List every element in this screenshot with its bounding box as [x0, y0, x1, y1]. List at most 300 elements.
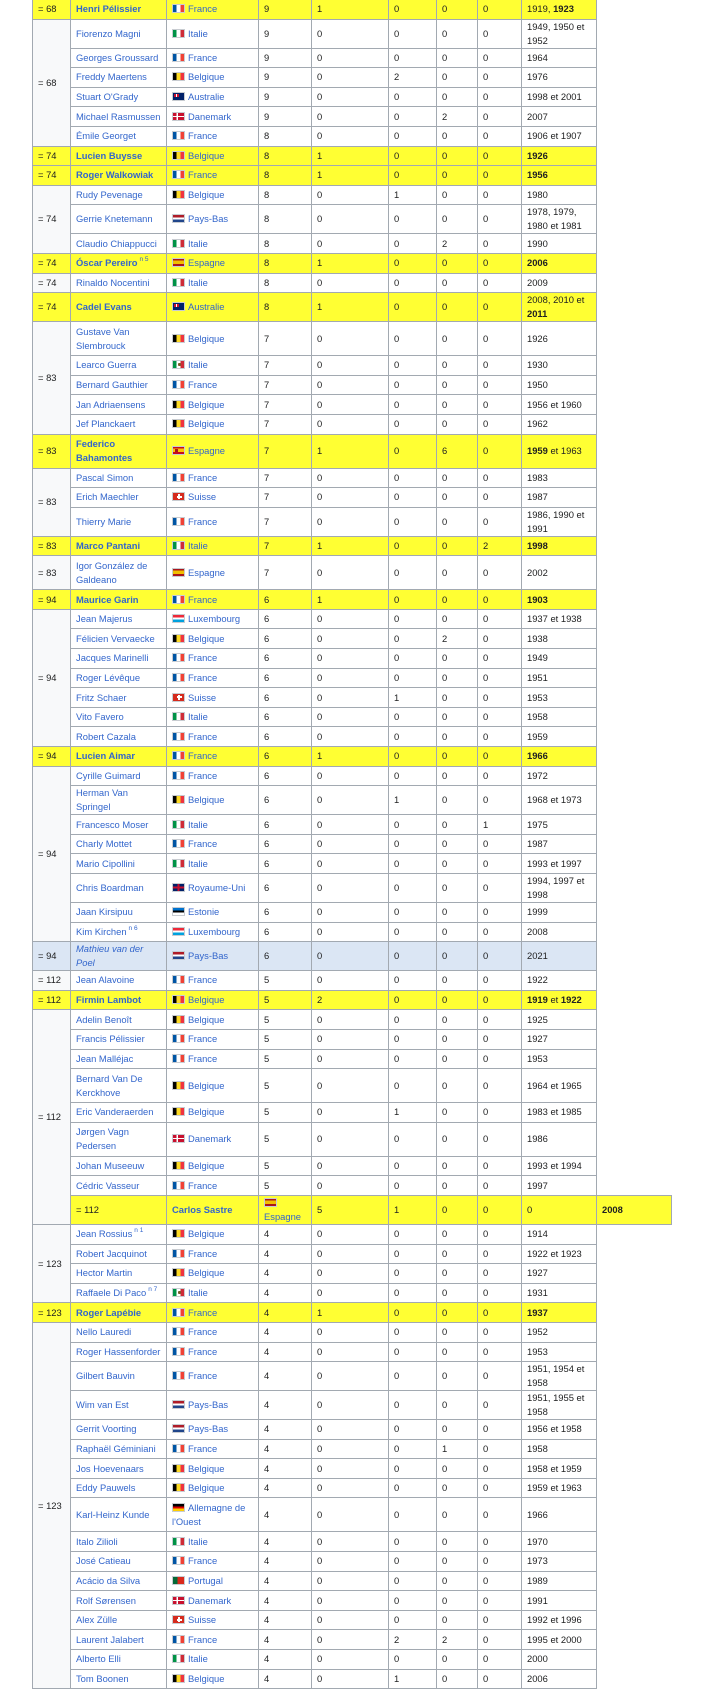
- country-link[interactable]: France: [188, 1633, 218, 1645]
- table-row: [33, 253, 672, 273]
- rider-name-link[interactable]: Henri Pélissier: [76, 3, 142, 15]
- stat-cell-c4: 1: [437, 1439, 478, 1459]
- rider-name-link[interactable]: Italo Zilioli: [76, 1535, 118, 1547]
- country-link[interactable]: Belgique: [188, 994, 225, 1006]
- rider-name-link[interactable]: Firmin Lambot: [76, 994, 142, 1006]
- stat-cell-c3: 0: [389, 126, 437, 146]
- years-text: 2006: [527, 1672, 548, 1684]
- country-link[interactable]: Belgique: [188, 794, 225, 806]
- table-row: [33, 1552, 672, 1572]
- country-link[interactable]: France: [188, 169, 218, 181]
- rider-name-link[interactable]: Roger Lapébie: [76, 1306, 142, 1318]
- rider-name-link[interactable]: Pascal Simon: [76, 471, 134, 483]
- rider-name-link[interactable]: Nello Lauredi: [76, 1326, 132, 1338]
- stat-cell-c4: 0: [437, 668, 478, 688]
- country-link[interactable]: France: [188, 974, 218, 986]
- years-text: 1994, 1997 et 1998: [527, 875, 585, 900]
- rider-name-link[interactable]: Jos Hoevenaars: [76, 1462, 144, 1474]
- stat-cell-c5: 0: [478, 609, 522, 629]
- rider-name-link[interactable]: Maurice Garin: [76, 593, 139, 605]
- flag-france-icon: [172, 975, 185, 984]
- stat-cell-c5: 0: [478, 903, 522, 923]
- rider-name-link[interactable]: Freddy Maertens: [76, 71, 147, 83]
- rider-name-link[interactable]: Gerrie Knetemann: [76, 213, 153, 225]
- country-link[interactable]: Pays-Bas: [188, 1399, 229, 1411]
- country-link[interactable]: France: [188, 1326, 218, 1338]
- rider-name-link[interactable]: Tom Boonen: [76, 1672, 129, 1684]
- rider-name-link[interactable]: José Catieau: [76, 1555, 131, 1567]
- years-text: 1993 et 1994: [527, 1160, 582, 1172]
- rider-cell: [71, 874, 167, 903]
- country-link[interactable]: Danemark: [188, 1133, 232, 1145]
- table-row: [33, 1303, 672, 1323]
- country-cell: [167, 356, 259, 376]
- country-cell: [167, 688, 259, 708]
- rider-name-link[interactable]: Jaan Kirsipuu: [76, 906, 133, 918]
- country-cell: [167, 786, 259, 815]
- stat-cell-s: 5: [259, 1049, 312, 1069]
- footnote-ref[interactable]: n 6: [128, 924, 138, 932]
- country-link[interactable]: Italie: [188, 27, 208, 39]
- country-link[interactable]: Espagne: [264, 1210, 302, 1222]
- country-link[interactable]: Belgique: [188, 1079, 225, 1091]
- country-link[interactable]: France: [188, 1306, 218, 1318]
- country-link[interactable]: Belgique: [188, 398, 225, 410]
- rider-name-link[interactable]: Fiorenzo Magni: [76, 27, 141, 39]
- table-row: [33, 19, 672, 48]
- flag-france-icon: [172, 595, 185, 604]
- rider-name-link[interactable]: Eddy Pauwels: [76, 1482, 136, 1494]
- country-link[interactable]: Luxembourg: [188, 613, 241, 625]
- country-link[interactable]: Belgique: [188, 1267, 225, 1279]
- stat-cell-c4: 0: [437, 609, 478, 629]
- rider-name-link[interactable]: Lucien Aimar: [76, 750, 136, 762]
- stat-cell-s: 4: [259, 1669, 312, 1689]
- rider-name-link[interactable]: Eric Vanderaerden: [76, 1106, 154, 1118]
- country-link[interactable]: Luxembourg: [188, 925, 241, 937]
- country-link[interactable]: Pays-Bas: [188, 213, 229, 225]
- country-link[interactable]: Suisse: [188, 1614, 217, 1626]
- country-link[interactable]: Italie: [188, 1653, 208, 1665]
- stat-cell-c3: 0: [389, 356, 437, 376]
- rider-name-link[interactable]: Chris Boardman: [76, 882, 144, 893]
- stat-cell-c5: 1: [478, 815, 522, 835]
- stat-cell-c4: 0: [437, 375, 478, 395]
- rank-cell: = 68: [33, 0, 71, 19]
- footnote-ref[interactable]: n 7: [148, 1286, 158, 1294]
- country-link[interactable]: Espagne: [188, 257, 226, 269]
- stat-cell-c5: 0: [478, 468, 522, 488]
- years-cell: [522, 688, 597, 708]
- flag-netherlands-icon: [172, 951, 185, 960]
- years-cell: [522, 1322, 597, 1342]
- stat-cell-c3: 0: [389, 536, 437, 556]
- rider-name-link[interactable]: Gerrit Voorting: [76, 1423, 137, 1435]
- country-link[interactable]: Belgique: [188, 1228, 225, 1240]
- country-link[interactable]: France: [188, 1247, 218, 1259]
- footnote-ref[interactable]: n 1: [134, 1227, 144, 1235]
- country-link[interactable]: Espagne: [188, 445, 226, 456]
- stat-cell-c5: 0: [478, 1478, 522, 1498]
- rider-name-link[interactable]: Émile Georget: [76, 130, 136, 142]
- stat-cell-w: 0: [312, 1650, 389, 1670]
- country-link[interactable]: Australie: [188, 91, 225, 103]
- rider-name-link[interactable]: Cédric Vasseur: [76, 1179, 140, 1191]
- country-link[interactable]: Belgique: [188, 1672, 225, 1684]
- country-link[interactable]: Belgique: [188, 332, 225, 344]
- stat-cell-w: 0: [312, 1244, 389, 1264]
- country-link[interactable]: Italie: [188, 276, 208, 288]
- footnote-ref[interactable]: n 5: [139, 256, 149, 264]
- rider-name-link[interactable]: Jef Planckaert: [76, 418, 136, 430]
- stat-cell-c3: 0: [389, 727, 437, 747]
- country-link[interactable]: France: [188, 130, 218, 142]
- rider-name-link[interactable]: Francesco Moser: [76, 818, 149, 830]
- country-link[interactable]: France: [188, 1179, 218, 1191]
- country-link[interactable]: France: [188, 471, 218, 483]
- rider-cell: [71, 590, 167, 610]
- country-link[interactable]: France: [188, 1555, 218, 1567]
- stat-cell-c3: 0: [389, 1498, 437, 1532]
- stat-cell-c5: 0: [478, 273, 522, 293]
- stat-cell-s: 8: [259, 253, 312, 273]
- country-link[interactable]: Italie: [188, 359, 208, 371]
- stat-cell-s: 6: [259, 922, 312, 942]
- country-link[interactable]: Italie: [188, 1535, 208, 1547]
- rank-cell: = 68: [33, 19, 71, 146]
- stat-cell-s: 4: [259, 1459, 312, 1479]
- rider-name-link[interactable]: Jean Alavoine: [76, 974, 135, 986]
- rider-name-link[interactable]: Gustave Van Slembrouck: [76, 325, 130, 351]
- rider-cell: [71, 629, 167, 649]
- rider-name-link[interactable]: Roger Hassenforder: [76, 1345, 161, 1357]
- table-row: [33, 1122, 672, 1156]
- years-text: 1983: [527, 471, 548, 483]
- years-text: 1959 et 1963: [527, 1482, 582, 1494]
- rider-name-link[interactable]: Karl-Heinz Kunde: [76, 1508, 150, 1520]
- rider-name-link[interactable]: Mathieu van der Poel: [76, 943, 144, 969]
- stat-cell-c3: 1: [389, 1669, 437, 1689]
- stat-cell-c5: 0: [478, 1010, 522, 1030]
- country-link[interactable]: Belgique: [188, 1106, 225, 1118]
- rider-name-link[interactable]: Mario Cipollini: [76, 857, 135, 869]
- rider-name-link[interactable]: Jacques Marinelli: [76, 652, 149, 664]
- rider-name-link[interactable]: Jean Rossius: [76, 1228, 133, 1240]
- stat-cell-c5: 0: [478, 87, 522, 107]
- stat-cell-s: 8: [259, 146, 312, 166]
- stat-cell-c4: 0: [437, 1532, 478, 1552]
- years-text: 1986, 1990 et 1991: [527, 508, 585, 534]
- rider-name-link[interactable]: Raphaël Géminiani: [76, 1442, 156, 1454]
- stat-cell-s: 6: [259, 834, 312, 854]
- country-link[interactable]: Belgique: [188, 1160, 225, 1172]
- rider-name-link[interactable]: Cyrille Guimard: [76, 769, 141, 781]
- country-link[interactable]: Danemark: [188, 110, 232, 122]
- country-link[interactable]: Estonie: [188, 906, 220, 918]
- rider-name-link[interactable]: Óscar Pereiro: [76, 257, 138, 269]
- stat-cell-s: 4: [259, 1244, 312, 1264]
- table-row: [33, 1049, 672, 1069]
- stat-cell-c4: 0: [437, 1669, 478, 1689]
- stat-cell-w: 0: [312, 1069, 389, 1103]
- stat-cell-c4: 0: [437, 707, 478, 727]
- country-link[interactable]: France: [188, 515, 218, 527]
- stat-cell-w: 0: [312, 1283, 389, 1303]
- rider-name-link[interactable]: Félicien Vervaecke: [76, 632, 155, 644]
- stat-cell-w: 0: [312, 1459, 389, 1479]
- country-cell: [167, 649, 259, 669]
- country-cell: [167, 414, 259, 434]
- rider-name-link[interactable]: Georges Groussard: [76, 51, 159, 63]
- flag-belgium-icon: [172, 72, 185, 81]
- country-link[interactable]: Belgique: [188, 1462, 225, 1474]
- rider-cell: [71, 1669, 167, 1689]
- stat-cell-s: 8: [259, 234, 312, 254]
- country-link[interactable]: Belgique: [188, 1013, 225, 1025]
- flag-france-icon: [172, 732, 185, 741]
- years-cell: [522, 815, 597, 835]
- table-row: [33, 48, 672, 68]
- country-link[interactable]: France: [188, 652, 218, 664]
- rider-name-link[interactable]: Bernard Gauthier: [76, 379, 148, 391]
- rider-name-link[interactable]: Herman Van Springel: [76, 787, 128, 813]
- country-link[interactable]: Italie: [188, 237, 208, 249]
- rider-name-link[interactable]: Charly Mottet: [76, 838, 132, 850]
- country-link[interactable]: Danemark: [188, 1594, 232, 1606]
- country-link[interactable]: France: [188, 769, 218, 781]
- country-cell: [167, 747, 259, 767]
- rider-name-link[interactable]: Gilbert Bauvin: [76, 1370, 135, 1382]
- years-text: 1950: [527, 379, 548, 391]
- country-link[interactable]: France: [188, 1442, 218, 1454]
- stat-cell-c4: 0: [437, 414, 478, 434]
- stat-cell-c4: 0: [437, 507, 478, 536]
- stat-cell-w: 0: [312, 1591, 389, 1611]
- country-link[interactable]: Belgique: [188, 418, 225, 430]
- stat-cell-c3: 0: [389, 1342, 437, 1362]
- country-link[interactable]: France: [188, 1033, 218, 1045]
- country-link[interactable]: Belgique: [188, 632, 225, 644]
- table-row: [33, 903, 672, 923]
- stat-cell-c5: 0: [478, 19, 522, 48]
- rider-name-link[interactable]: Carlos Sastre: [172, 1203, 233, 1215]
- rider-name-link[interactable]: Acácio da Silva: [76, 1574, 141, 1586]
- country-link[interactable]: Italie: [188, 539, 208, 551]
- years-text: 2009: [527, 276, 548, 288]
- rider-name-link[interactable]: Robert Jacquinot: [76, 1247, 147, 1259]
- rider-name-link[interactable]: Erich Maechler: [76, 491, 139, 503]
- rider-name-link[interactable]: Claudio Chiappucci: [76, 237, 157, 249]
- rider-name-link[interactable]: Raffaele Di Paco: [76, 1287, 147, 1299]
- rider-name-link[interactable]: Adelin Benoît: [76, 1013, 132, 1025]
- country-link[interactable]: Portugal: [188, 1574, 223, 1586]
- stat-cell-w: 0: [312, 488, 389, 508]
- country-link[interactable]: Belgique: [188, 149, 225, 161]
- rider-cell: [71, 273, 167, 293]
- rider-name-link[interactable]: Rudy Pevenage: [76, 189, 143, 201]
- country-link[interactable]: France: [188, 730, 218, 742]
- stat-cell-s: 8: [259, 205, 312, 234]
- stat-cell-s: 7: [259, 434, 312, 468]
- years-cell: [522, 273, 597, 293]
- country-link[interactable]: France: [188, 379, 218, 391]
- country-cell: [167, 1478, 259, 1498]
- rider-name-link[interactable]: Laurent Jalabert: [76, 1633, 144, 1645]
- country-link[interactable]: Belgique: [188, 71, 225, 83]
- table-row: [33, 1283, 672, 1303]
- country-link[interactable]: Belgique: [188, 1482, 225, 1494]
- stat-cell-c3: 0: [389, 1459, 437, 1479]
- country-link[interactable]: France: [188, 3, 218, 15]
- country-link[interactable]: Pays-Bas: [188, 1423, 229, 1435]
- stat-cell-c5: 0: [478, 1069, 522, 1103]
- country-link[interactable]: Italie: [188, 857, 208, 869]
- country-link[interactable]: Suisse: [188, 491, 217, 503]
- stat-cell-c5: 0: [478, 1532, 522, 1552]
- rider-name-link[interactable]: Rolf Sørensen: [76, 1594, 136, 1606]
- table-row: [33, 1669, 672, 1689]
- country-link[interactable]: France: [188, 671, 218, 683]
- stat-cell-s: 9: [259, 87, 312, 107]
- stat-cell-c4: 0: [437, 1224, 478, 1244]
- stat-cell-c4: 0: [478, 1195, 522, 1224]
- stat-cell-s: 4: [259, 1342, 312, 1362]
- rider-name-link[interactable]: Vito Favero: [76, 711, 124, 723]
- country-cell: [167, 707, 259, 727]
- rider-name-link[interactable]: Rinaldo Nocentini: [76, 276, 150, 288]
- stat-cell-c3: 0: [389, 1244, 437, 1264]
- country-link[interactable]: France: [188, 1052, 218, 1064]
- country-link[interactable]: Espagne: [188, 566, 226, 578]
- country-cell: [167, 556, 259, 590]
- country-link[interactable]: Pays-Bas: [188, 950, 229, 962]
- rank-cell: = 112: [33, 971, 71, 991]
- rider-name-link[interactable]: Stuart O'Grady: [76, 91, 139, 103]
- table-row: [33, 1391, 672, 1420]
- years-text: 1919,: [527, 3, 554, 15]
- stat-cell-s: 5: [259, 1156, 312, 1176]
- rider-name-link[interactable]: Jean Majerus: [76, 613, 133, 625]
- rider-name-link[interactable]: Alberto Elli: [76, 1653, 121, 1665]
- rider-name-link[interactable]: Michael Rasmussen: [76, 110, 161, 122]
- flag-france-icon: [172, 1308, 185, 1317]
- rider-name-link[interactable]: Cadel Evans: [76, 301, 132, 313]
- rider-cell: [71, 1069, 167, 1103]
- rider-name-link[interactable]: Alex Zülle: [76, 1614, 118, 1626]
- country-link[interactable]: France: [188, 750, 218, 762]
- rider-name-link[interactable]: Learco Guerra: [76, 359, 137, 371]
- table-row: [33, 107, 672, 127]
- flag-france-icon: [172, 673, 185, 682]
- country-link[interactable]: France: [188, 1345, 218, 1357]
- stat-cell-c5: 0: [478, 854, 522, 874]
- stat-cell-s: 6: [259, 815, 312, 835]
- stat-cell-c5: 0: [478, 942, 522, 971]
- stat-cell-w: 0: [312, 1362, 389, 1391]
- flag-italy-icon: [172, 278, 185, 287]
- stat-cell-s: 7: [259, 507, 312, 536]
- country-cell: [167, 1010, 259, 1030]
- country-link[interactable]: Australie: [188, 301, 225, 313]
- stat-cell-c3: 1: [389, 1103, 437, 1123]
- flag-belgium-icon: [172, 1107, 185, 1116]
- country-link[interactable]: Allemagne de l'Ouest: [172, 1501, 246, 1527]
- stat-cell-w: 1: [312, 146, 389, 166]
- stat-cell-c5: 0: [478, 556, 522, 590]
- stat-cell-c4: 0: [437, 727, 478, 747]
- country-link[interactable]: France: [188, 593, 218, 605]
- years-cell: [522, 922, 597, 942]
- years-text: 1993 et 1997: [527, 857, 582, 869]
- years-cell: [522, 146, 597, 166]
- rider-name-link[interactable]: Thierry Marie: [76, 515, 132, 527]
- stat-cell-c5: 0: [478, 1264, 522, 1284]
- table-row: [33, 536, 672, 556]
- country-link[interactable]: Italie: [188, 818, 208, 830]
- rider-name-link[interactable]: Hector Martin: [76, 1267, 133, 1279]
- stat-cell-w: 0: [312, 1420, 389, 1440]
- rider-name-link[interactable]: Roger Walkowiak: [76, 169, 154, 181]
- rider-name-link[interactable]: Wim van Est: [76, 1399, 129, 1411]
- rider-name-link[interactable]: Federico Bahamontes: [76, 438, 133, 463]
- stat-cell-w: 0: [312, 1342, 389, 1362]
- flag-switzerland-icon: [172, 693, 185, 702]
- country-link[interactable]: Belgique: [188, 189, 225, 201]
- country-link[interactable]: France: [188, 51, 218, 63]
- country-link[interactable]: Suisse: [188, 691, 217, 703]
- rider-name-link[interactable]: Johan Museeuw: [76, 1160, 145, 1172]
- country-cell: [167, 375, 259, 395]
- rider-cell: [71, 185, 167, 205]
- years-cell: [522, 322, 597, 356]
- rider-name-link[interactable]: Fritz Schaer: [76, 691, 127, 703]
- stat-cell-w: 0: [312, 185, 389, 205]
- table-row: [33, 834, 672, 854]
- rider-name-link[interactable]: Robert Cazala: [76, 730, 136, 742]
- country-link[interactable]: France: [188, 1370, 218, 1382]
- stat-cell-c4: 0: [437, 1122, 478, 1156]
- flag-belgium-icon: [172, 400, 185, 409]
- rider-name-link[interactable]: Jan Adriaensens: [76, 398, 146, 410]
- stat-cell-c3: 0: [389, 414, 437, 434]
- country-link[interactable]: Royaume-Uni: [188, 882, 246, 893]
- rider-name-link[interactable]: Kim Kirchen: [76, 925, 127, 937]
- rider-name-link[interactable]: Roger Lévêque: [76, 671, 141, 683]
- years-text: 1938: [527, 632, 548, 644]
- flag-france-icon: [172, 1034, 185, 1043]
- country-cell: [167, 322, 259, 356]
- years-text: 1953: [527, 691, 548, 703]
- country-cell: [167, 234, 259, 254]
- rider-name-link[interactable]: Francis Pélissier: [76, 1033, 145, 1045]
- country-link[interactable]: Italie: [188, 1287, 208, 1299]
- country-link[interactable]: France: [188, 838, 218, 850]
- years-text: 1995 et 2000: [527, 1633, 582, 1645]
- rider-name-link[interactable]: Igor González de Galdeano: [76, 559, 148, 585]
- table-row: [33, 1244, 672, 1264]
- rider-cell: [71, 815, 167, 835]
- flag-belgium-icon: [172, 1161, 185, 1170]
- country-cell: [167, 922, 259, 942]
- rider-name-link[interactable]: Jean Malléjac: [76, 1052, 134, 1064]
- rider-name-link[interactable]: Lucien Buysse: [76, 149, 143, 161]
- stat-cell-c4: 0: [437, 166, 478, 186]
- country-link[interactable]: Italie: [188, 711, 208, 723]
- rider-name-link[interactable]: Marco Pantani: [76, 539, 141, 551]
- stat-cell-w: 0: [312, 1669, 389, 1689]
- rider-name-link[interactable]: Bernard Van De Kerckhove: [76, 1072, 143, 1098]
- rider-name-link[interactable]: Jørgen Vagn Pedersen: [76, 1126, 129, 1152]
